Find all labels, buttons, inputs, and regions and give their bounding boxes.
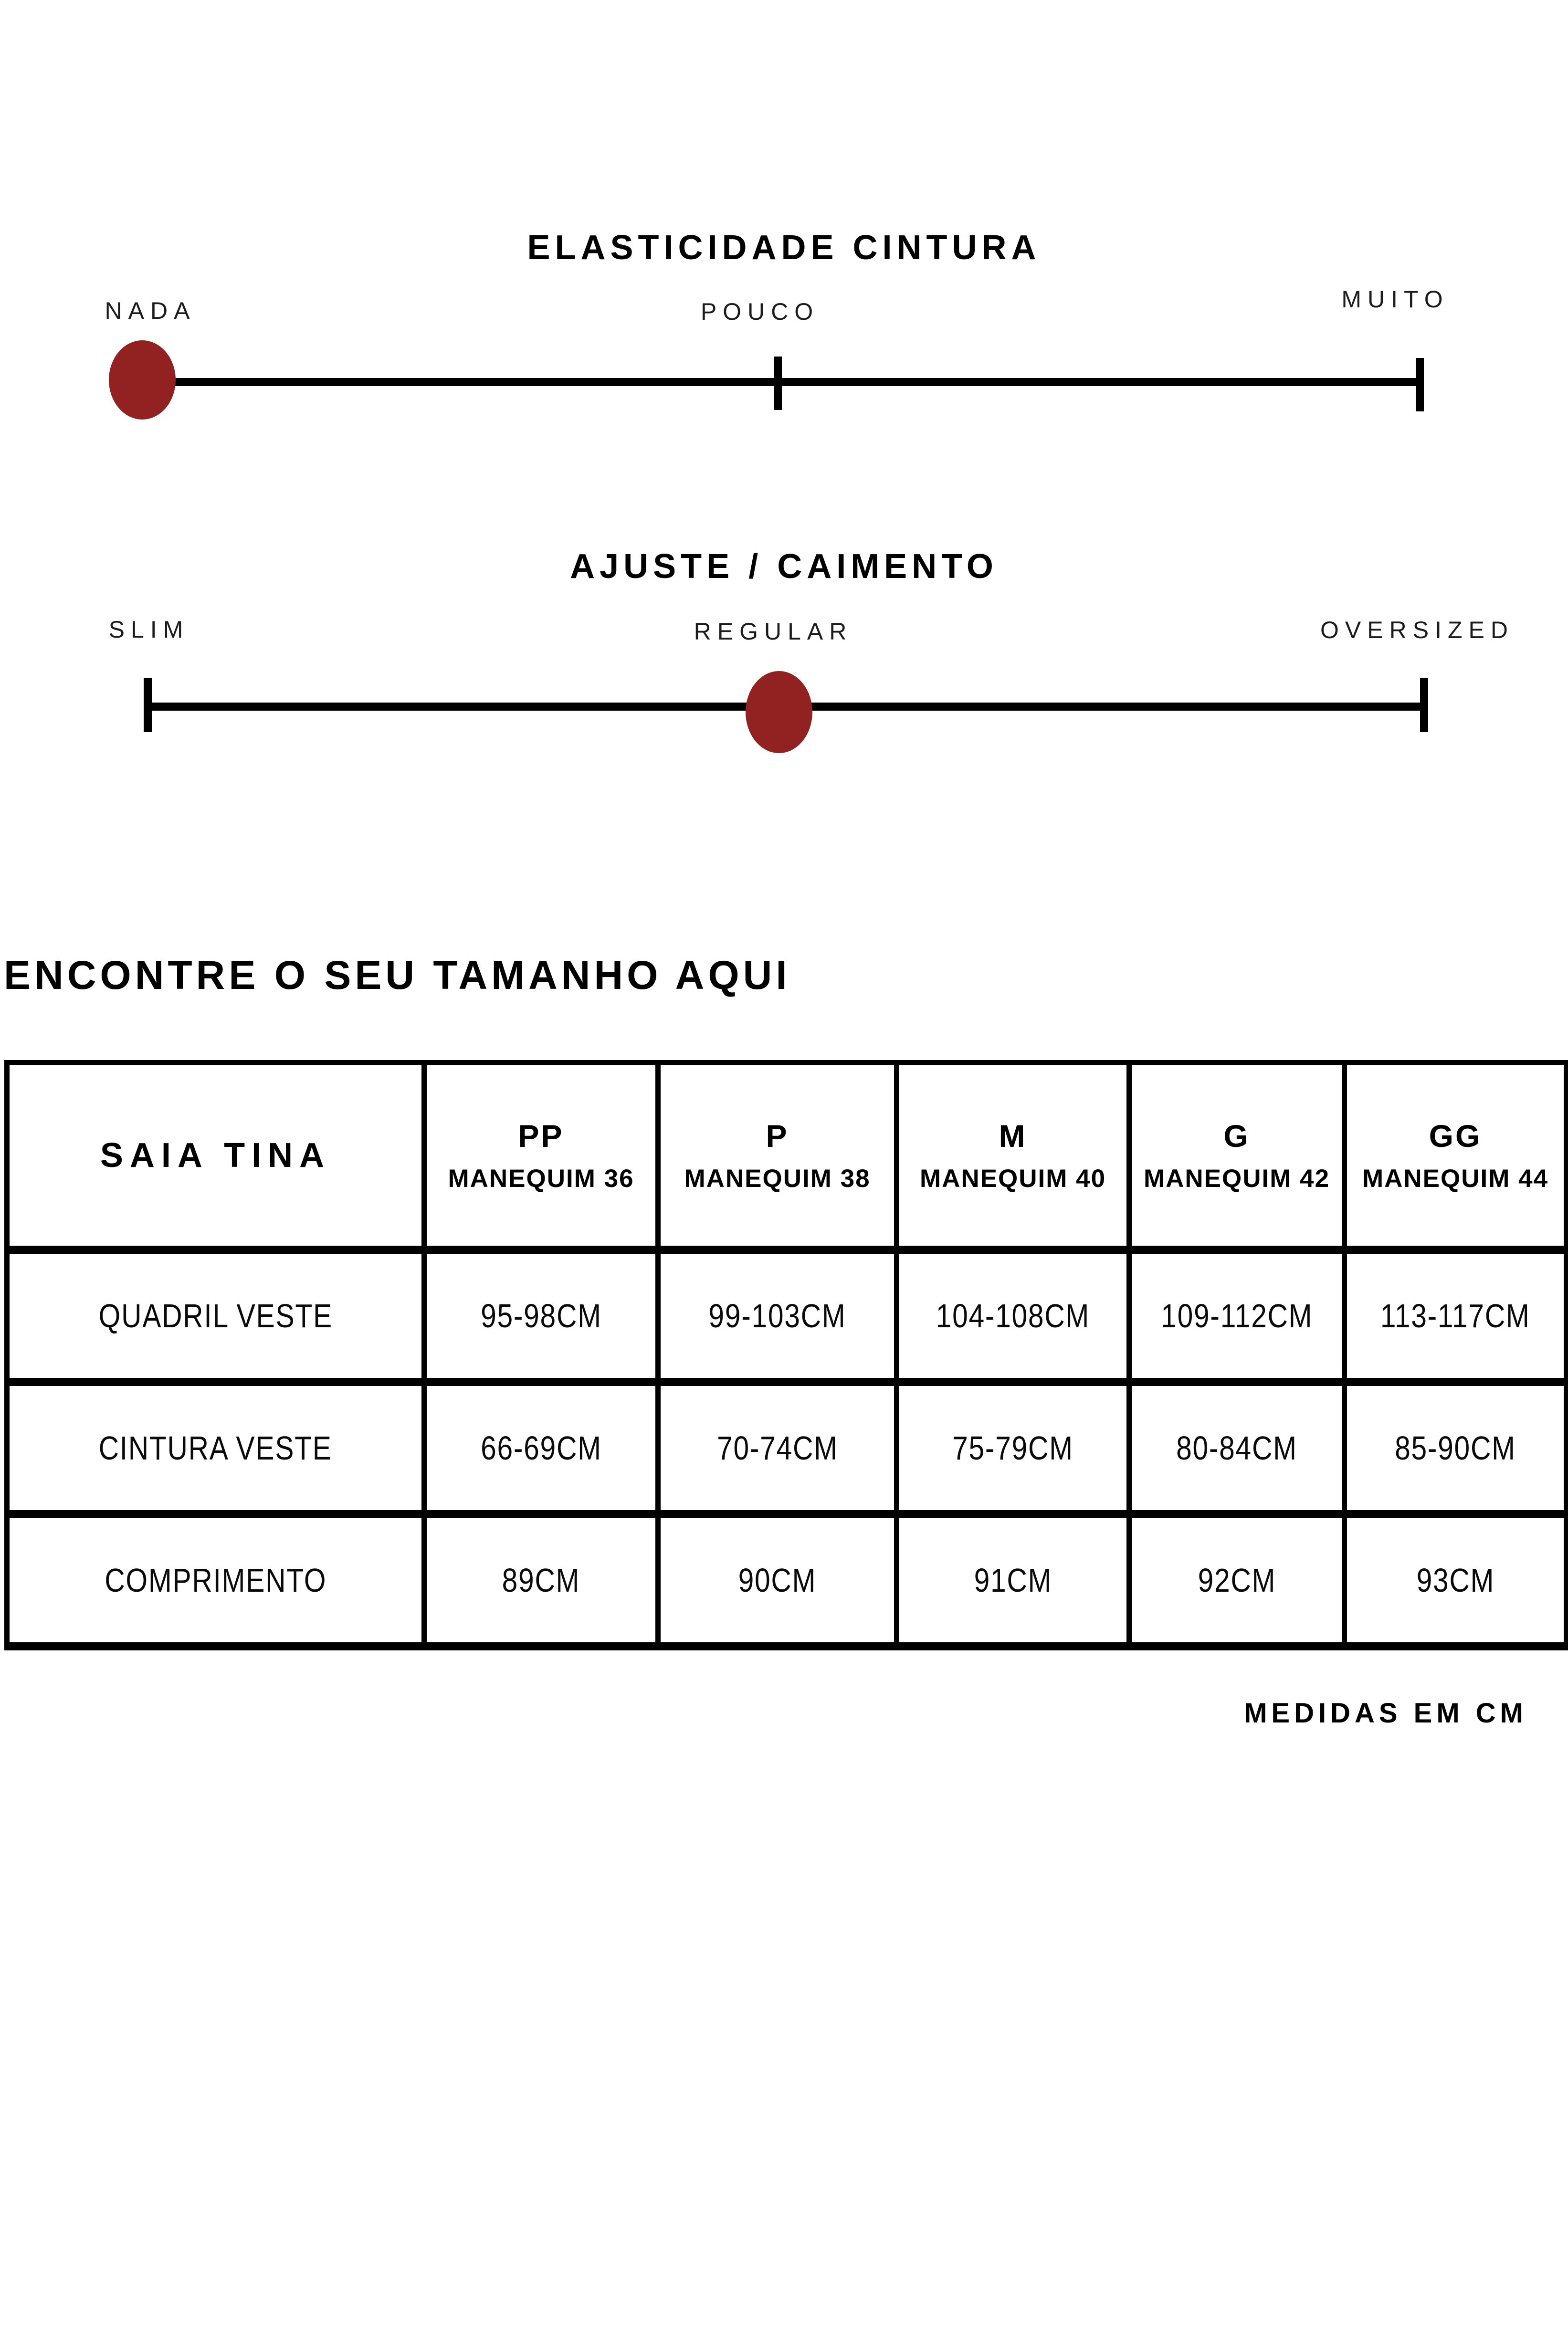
slider2-selected-dot (746, 671, 812, 753)
size-letter: M (999, 1118, 1027, 1154)
value-cell (424, 1382, 658, 1514)
find-your-size-heading: ENCONTRE O SEU TAMANHO AQUI (4, 953, 791, 998)
product-name: SAIA TINA (100, 1136, 331, 1175)
slider2-end-tick-mark (1420, 678, 1428, 732)
slider1-option-pouco: POUCO (700, 298, 820, 325)
slider1-option-muito: MUITO (1341, 286, 1449, 313)
value-cell (1129, 1250, 1345, 1382)
measurement-value: 85-90CM (1395, 1429, 1516, 1467)
slider1-mid-tick-mark (774, 357, 782, 410)
value-cell (897, 1514, 1129, 1647)
fit-title: AJUSTE / CAIMENTO (570, 547, 998, 586)
value-cell (1345, 1250, 1567, 1382)
size-letter: G (1223, 1118, 1250, 1154)
measurement-value: 91CM (974, 1562, 1052, 1599)
slider2-option-oversized: OVERSIZED (1320, 617, 1514, 643)
size-col-m (897, 1063, 1129, 1250)
size-letter: GG (1429, 1118, 1482, 1154)
measurement-value: 80-84CM (1176, 1429, 1297, 1467)
value-cell (658, 1382, 897, 1514)
value-cell (658, 1250, 897, 1382)
table-row-waist (7, 1382, 1567, 1514)
value-cell (658, 1514, 897, 1647)
measurement-value: 109-112CM (1161, 1297, 1313, 1334)
mannequin-label: MANEQUIM 36 (448, 1164, 634, 1193)
row-label-cell (7, 1382, 424, 1514)
row-label: COMPRIMENTO (105, 1562, 326, 1599)
slider1-selected-dot (109, 340, 176, 420)
measurement-value: 89CM (502, 1562, 580, 1599)
row-label-cell (7, 1514, 424, 1647)
value-cell (1345, 1382, 1567, 1514)
mannequin-label: MANEQUIM 40 (919, 1164, 1106, 1193)
measurement-value: 93CM (1416, 1562, 1494, 1599)
row-label: QUADRIL VESTE (98, 1297, 333, 1334)
measurement-value: 75-79CM (952, 1429, 1073, 1467)
size-table-header-row (7, 1063, 1567, 1250)
measurements-unit-note: MEDIDAS EM CM (1244, 1698, 1527, 1729)
size-table (4, 1060, 1568, 1650)
value-cell (424, 1250, 658, 1382)
value-cell (1129, 1514, 1345, 1647)
mannequin-label: MANEQUIM 38 (684, 1164, 871, 1193)
mannequin-label: MANEQUIM 42 (1143, 1164, 1330, 1193)
value-cell (424, 1514, 658, 1647)
mannequin-label: MANEQUIM 44 (1362, 1164, 1549, 1193)
measurement-value: 92CM (1198, 1562, 1276, 1599)
measurement-value: 95-98CM (480, 1297, 602, 1334)
size-letter: PP (518, 1118, 564, 1154)
slider2-option-regular: REGULAR (694, 618, 853, 645)
size-letter: P (766, 1118, 789, 1154)
measurement-value: 90CM (738, 1562, 817, 1599)
measurement-value: 99-103CM (708, 1297, 846, 1334)
waist-elasticity-title: ELASTICIDADE CINTURA (527, 229, 1041, 267)
slider1-option-nada: NADA (105, 297, 196, 324)
slider2-start-tick-mark (144, 678, 152, 732)
table-row-length (7, 1514, 1567, 1647)
value-cell (897, 1250, 1129, 1382)
value-cell (1129, 1382, 1345, 1514)
size-col-pp (424, 1063, 658, 1250)
slider1-track (140, 378, 1423, 386)
measurement-value: 66-69CM (480, 1429, 602, 1467)
table-row-hip (7, 1250, 1567, 1382)
size-col-p (658, 1063, 897, 1250)
slider1-end-tick-mark (1416, 358, 1424, 411)
row-label-cell (7, 1250, 424, 1382)
value-cell (897, 1382, 1129, 1514)
product-name-cell (7, 1063, 424, 1250)
row-label: CINTURA VESTE (98, 1429, 333, 1467)
slider2-option-slim: SLIM (108, 616, 189, 643)
measurement-value: 70-74CM (716, 1429, 838, 1467)
value-cell (1345, 1514, 1567, 1647)
measurement-value: 113-117CM (1380, 1297, 1530, 1334)
size-col-gg (1345, 1063, 1567, 1250)
size-col-g (1129, 1063, 1345, 1250)
measurement-value: 104-108CM (936, 1297, 1090, 1334)
